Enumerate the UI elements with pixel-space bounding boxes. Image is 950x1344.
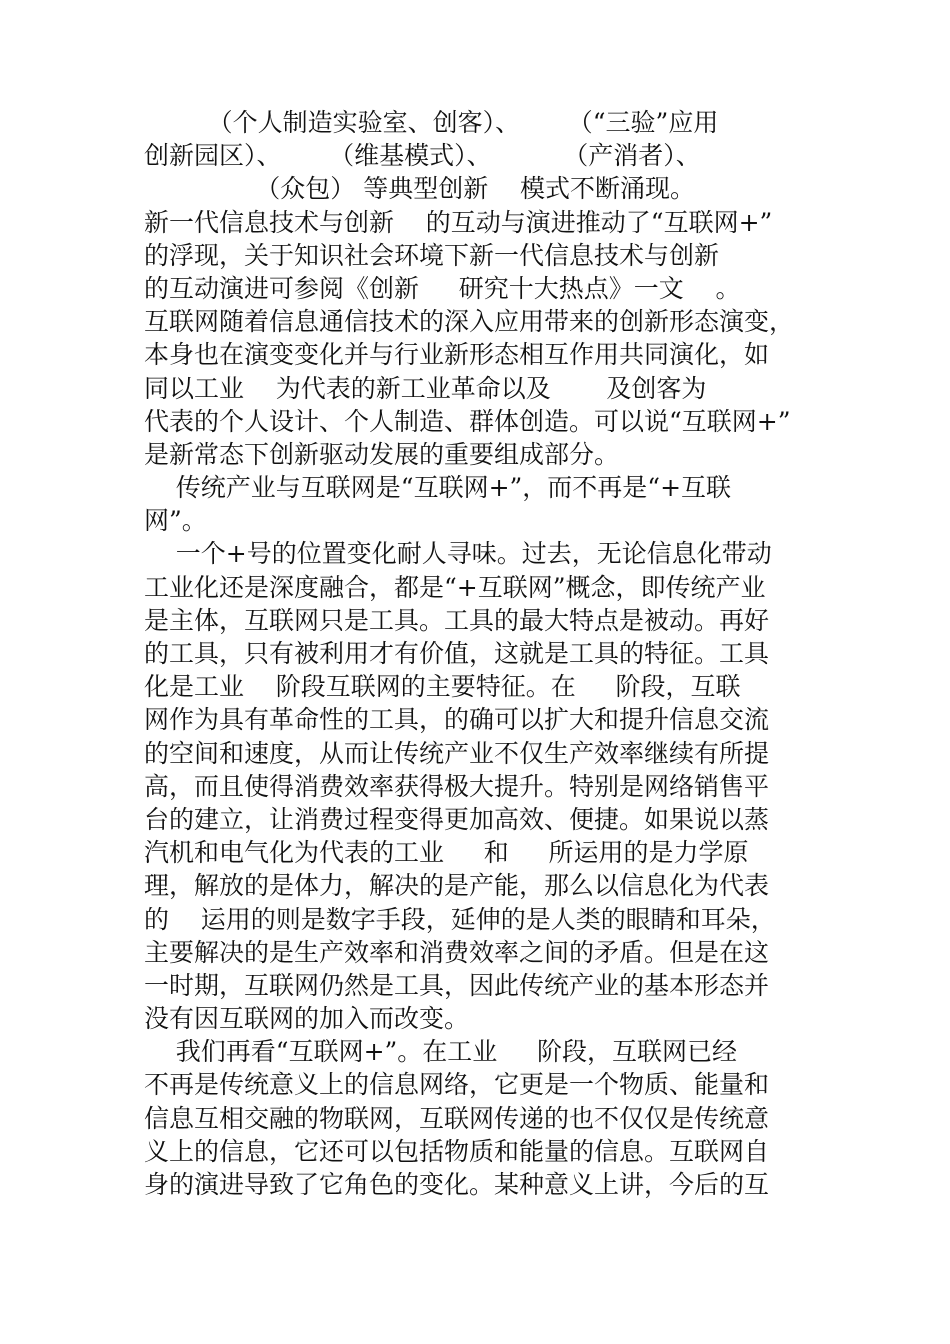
text-line: 的互动演进可参阅《创新 研究十大热点》一文 。 — [144, 273, 741, 303]
text-line: 的 运用的则是数字手段，延伸的是人类的眼睛和耳朵， — [144, 904, 776, 934]
text-line: 没有因互联网的加入而改变。 — [144, 1004, 470, 1034]
text-line: 身的演进导致了它角色的变化。某种意义上讲，今后的互 — [144, 1170, 770, 1199]
text-line: 不再是传统意义上的信息网络，它更是一个物质、能量和 — [144, 1070, 770, 1100]
text-line: 汽机和电气化为代表的工业 和 所运用的是力学原 — [144, 838, 749, 868]
text-line: 化是工业 阶段互联网的主要特征。在 阶段，互联 — [144, 672, 741, 702]
text-line: 信息互相交融的物联网，互联网传递的也不仅仅是传统意 — [144, 1103, 770, 1133]
text-line: 的浮现，关于知识社会环境下新一代信息技术与创新 — [144, 240, 720, 270]
text-line: 高，而且使得消费效率获得极大提升。特别是网络销售平 — [144, 771, 770, 801]
text-line: 的空间和速度，从而让传统产业不仅生产效率继续有所提 — [144, 738, 770, 768]
text-line: 工业化还是深度融合，都是“+互联网”概念，即传统产业 — [144, 572, 766, 602]
text-line: 义上的信息，它还可以包括物质和能量的信息。互联网自 — [144, 1136, 770, 1166]
text-line: 网”。 — [144, 506, 207, 536]
text-line: 一时期，互联网仍然是工具，因此传统产业的基本形态并 — [144, 970, 770, 1000]
text-line: 同以工业 为代表的新工业革命以及 及创客为 — [144, 373, 707, 403]
text-line: 代表的个人设计、个人制造、群体创造。可以说“互联网+” — [144, 406, 791, 436]
text-line: 台的建立，让消费过程变得更加高效、便捷。如果说以蒸 — [144, 804, 770, 834]
text-line: 理，解放的是体力，解决的是产能，那么以信息化为代表 — [144, 871, 770, 901]
text-line: 传统产业与互联网是“互联网+”，而不再是“+互联 — [144, 473, 732, 503]
text-line: 创新园区）、 （维基模式）、 （产消者）、 — [144, 141, 701, 171]
text-line: 是新常态下创新驱动发展的重要组成部分。 — [144, 439, 620, 469]
text-line: （个人制造实验室、创客）、 （“三验”应用 — [144, 108, 719, 137]
text-line: 一个+号的位置变化耐人寻味。过去，无论信息化带动 — [144, 539, 772, 569]
text-line: 本身也在演变变化并与行业新形态相互作用共同演化，如 — [144, 340, 770, 370]
text-line: 新一代信息技术与创新 的互动与演进推动了“互联网+” — [144, 207, 773, 237]
text-line: 网作为具有革命性的工具，的确可以扩大和提升信息交流 — [144, 705, 770, 735]
text-line: （众包） 等典型创新 模式不断涌现。 — [144, 174, 695, 204]
text-line: 的工具，只有被利用才有价值，这就是工具的特征。工具 — [144, 639, 770, 668]
text-line: 主要解决的是生产效率和消费效率之间的矛盾。但是在这 — [144, 937, 770, 967]
text-line: 互联网随着信息通信技术的深入应用带来的创新形态演变， — [144, 307, 795, 337]
text-line: 是主体，互联网只是工具。工具的最大特点是被动。再好 — [144, 605, 770, 635]
body-text — [144, 106, 824, 1201]
text-line: 我们再看“互联网+”。在工业 阶段，互联网已经 — [144, 1037, 738, 1067]
